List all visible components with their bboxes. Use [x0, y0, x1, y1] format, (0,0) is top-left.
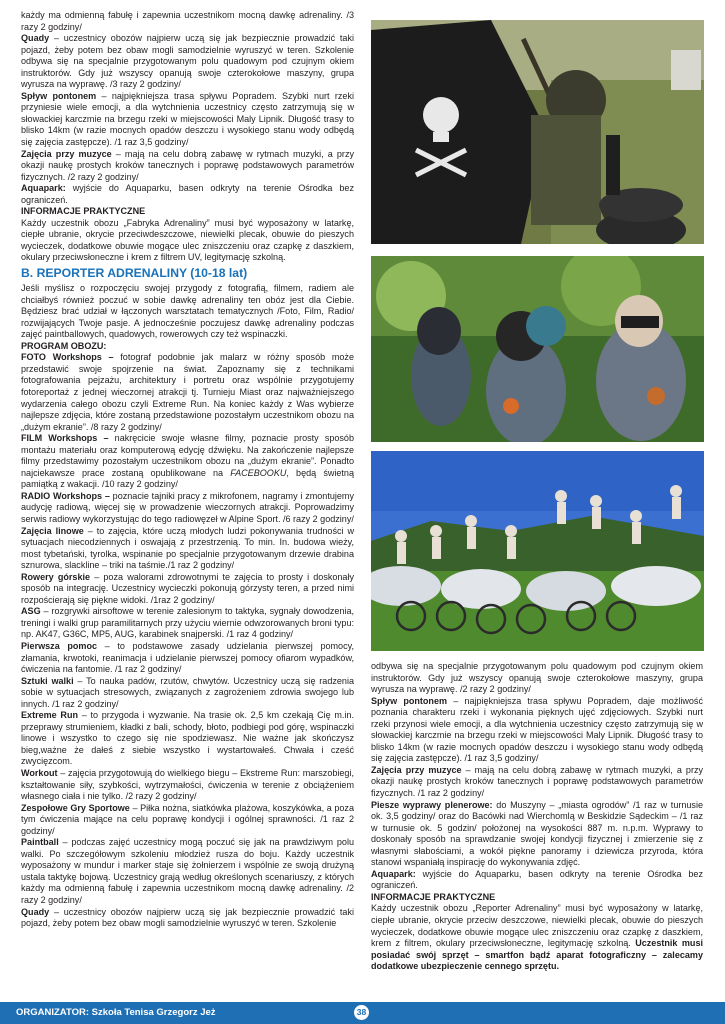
paragraph-quads: Quady – uczestnicy obozów najpierw uczą się jak bezpiecznie prowadzić taki pojazd, żeby potem bez obaw mogli samodzielnie wyruszyć w teren. Szkolenie odbywa się na specjalnie przygotowanym polu quadowym pod czujnym okiem instruktorów. Gdy już wszyscy opanują swoje czterokołowe maszyny, grupa wyrusza na wyprawę. /3 razy 2 godziny/ [21, 33, 354, 90]
paragraph-team-games: Zespołowe Gry Sportowe – Piłka nożna, siatkówka plażowa, koszykówka, a poza tym ćwiczenia mające na celu poprawę kondycji i ogólnej sprawności. /1 raz 2 godziny/ [21, 802, 354, 836]
paragraph-rafting: Spływ pontonem – najpiękniejsza trasa spływu Popradem. Szybki nurt rzeki przyniesie wiele emocji, a dla wytchnienia uczestnicy często zatrzymują się w słowackiej karczmie na brzegu rzeki w miejscowości Maly Lipnik. Długość trasy to blisko 14km (w razie mocnych opadów deszczu i wysokiego stanu wody odbędą się zajęcia zastępcze). /1 raz 3,5 godziny/ [21, 90, 354, 148]
paragraph-first-aid: Pierwsza pomoc – to podstawowe zasady udzielania pierwszej pomocy, złamania, krwotoki, reanimacja i udzielanie pierwszej pomocy ofiarom wypadków, ćwiczenia na fantomie. /1 raz 2 godziny/ [21, 640, 354, 675]
paragraph-bikes: Rowery górskie – poza walorami zdrowotnymi te zajęcia to prosty i doskonały sposób na integrację. Uczestnicy wycieczki pokonują górzysty teren, a przed nimi rozpościerają się piękne widoki. /1raz 2 godziny/ [21, 571, 354, 605]
footer-bar [0, 1002, 725, 1024]
info-heading: INFORMACJE PRAKTYCZNE [371, 891, 496, 902]
paragraph-paintball: Paintball – podczas zajęć uczestnicy mogą poczuć się jak na prawdziwym polu walki. Po szczegółowym szkoleniu młodzież rusza do boju. Każdy uczestnik wyposażony w mundur i marker staje się żołnierzem i wspólnie ze swoją drużyną ustala taktykę bojową. Uczestnicy grają według określonych scenariuszy, z których każdy ma odmienną fabułę i zapewnia uczestnikom mocną dawkę adrenaliny. /2 razy 2 godziny/ [21, 837, 354, 906]
paragraph-extreme-run: Extreme Run – to przygoda i wyzwanie. Na trasie ok. 2,5 km czekają Cię m.in. przeprawy strumieniem, kładki z bali, schody, błoto, podbiegi pod górę, wspinaczki linowe i wszystko to czego się nie spodziewasz. Nie ważne jak skończysz bieg,ważne że dałeś z siebie wszystko i wystartowałeś. Chwała i cześć zwycięzcom. [21, 710, 354, 767]
paragraph-aquapark: Aquapark: wyjście do Aquaparku, basen odkryty na terenie Ośrodka bez ograniczeń. [371, 868, 703, 891]
paragraph-quads-2: Quady – uczestnicy obozów najpierw uczą się jak bezpiecznie prowadzić taki pojazd, żeby potem bez obaw mogli samodzielnie wyruszyć w teren. Szkolenie [21, 906, 354, 929]
organizer-label: ORGANIZATOR: Szkoła Tenisa Grzegorz Jeż [16, 1007, 216, 1018]
paragraph-workout: Workout – zajęcia przygotowują do wielkiego biegu – Ekstreme Run: marszobiegi, kształtowanie siły, szybkości, wytrzymałości, ćwiczenia w terenie z obciążeniem własnego ciała i nie tylko. /2 razy 2 godziny/ [21, 768, 354, 802]
photo-paintball-players [371, 256, 704, 442]
info-heading: INFORMACJE PRAKTYCZNE [21, 206, 146, 217]
right-text-column [371, 661, 703, 973]
paragraph-film: FILM Workshops – nakręcicie swoje własne filmy, poznacie prosty sposób montażu materiału oraz komputerową edycję dźwięku. Na zakończenie najlepsze filmy przedstawimy pozostałym uczestnikom obozu na „dużym ekranie”. Ponadto najciekawsze prace zostaną opublikowane na FACEBOOKU, będą świetną pamiątką z wakacji. /10 razy 2 godziny/ [21, 433, 354, 490]
paragraph: odbywa się na specjalnie przygotowanym polu quadowym pod czujnym okiem instruktorów. Gdy już wszyscy opanują swoje czterokołowe maszyny, grupa wyrusza na wyprawę. /2 razy 2 godziny/ [371, 661, 703, 695]
paragraph-aquapark: Aquapark: wyjście do Aquaparku, basen odkryty na terenie Ośrodka bez ograniczeń. [21, 183, 354, 205]
paragraph-ropes: Zajęcia linowe – to zajęcia, które uczą młodych ludzi pokonywania trudności w sytuacjach niecodziennych i oswajają z przestrzenią. To min. In. budowa wieży, most tybetański, tyrolka, wspinanie po specjalnie przygotowanym drzewie drabina sznurowa, slackline – triki na taśmie./1 raz 2 godziny/ [21, 525, 354, 571]
paragraph: każdy ma odmienną fabułę i zapewnia uczestnikom mocną dawkę adrenaliny. /3 razy 2 godziny/ [21, 10, 354, 32]
section-b-title: B. REPORTER ADRENALINY (10-18 lat) [21, 266, 248, 281]
photo-paintball-flag [371, 20, 704, 244]
paragraph-rafting: Spływ pontonem – najpiękniejsza trasa spływu Popradem, daje możliwość poznania charakteru rzeki i wykonania pięknych ujęć zdjęciowych. Szybki nurt rzeki przynosi wiele emocji, a dla wytchnienia uczestnicy często zatrzymują się w słowackiej karczmie na brzegu rzeki w miejscowości Maly Lipnik. Długość trasy to blisko 14km (w razie mocnych opadów deszczu i wysokiego stanu wody odbędą się zajęcia zastępcze). /1 raz 3,5 godziny/ [371, 695, 703, 764]
paragraph-music: Zajęcia przy muzyce – mają na celu dobrą zabawę w rytmach muzyki, a przy okazji naukę prostych kroków tanecznych i poprawę podstawowych parametrów fizycznych. /1 raz 2 godziny/ [371, 764, 704, 799]
paragraph-hiking: Piesze wyprawy plenerowe: do Muszyny – „miasta ogrodów” /1 raz w turnusie ok. 3,5 godziny/ oraz do Bacówki nad Wierchomlą w Beskidzie Sądeckim – /1 raz w turnusie ok. 5 godzin/ położonej na wysokości 887 m. n.p.m. Wyprawy to doskonały sposób na sprawdzanie swojej kondycji fizycznej i zmierzenie się z własnymi słabościami, a wokół piękne panoramy i dziewicza przyroda, która stanowi wspaniałą inspirację do wykonywania zdjęć. [371, 799, 703, 868]
program-heading: PROGRAM OBOZU: [21, 340, 107, 351]
paragraph-info: Każdy uczestnik obozu „Reporter Adrenaliny” musi być wyposażony w latarkę, ciepłe ubranie, okrycie przeciw deszczowe, niewielki plecak, obuwie do pieszych wycieczek, dodatkowe obuwie mogące ulec zniszczeniu oraz czapkę z daszkiem, krem z filtrem, okulary przeciwsłoneczne, legitymację szkolną. Uczestnik musi posiadać swój sprzęt – smartfon bądź aparat fotograficzny – zalecamy dodatkowe ubezpieczenie cennego sprzętu. [371, 903, 703, 972]
paragraph-foto: FOTO Workshops – fotograf podobnie jak malarz w różny sposób może przedstawić swoje spojrzenie na świat. Zapoznamy się z technikami fotografowania pejzażu, architektury i portretu oraz wspólnie przygotujemy fotoreportaż z jednej wieczornej atrakcji tj. Turnieju Miast oraz najważniejszego wydarzenia całego obozu czyli Extreme Run. Na koniec każdy z Was wybierze najlepsze zdjęcia, które zostaną przedstawione pozostałym uczestnikom obozu na „dużym ekranie”. /8 razy 2 godziny/ [21, 352, 354, 432]
paragraph-radio: RADIO Workshops – poznacie tajniki pracy z mikrofonem, nagramy i zmontujemy audycję radiową, więcej się w prowadzenie wieczornych atrakcji. Poprowadzimy serwis radiowy wykorzystując do tego radiowęzeł w Alpine Sport. /6 razy 2 godziny/ [21, 490, 354, 524]
paragraph-martial-arts: Sztuki walki – To nauka padów, rzutów, chwytów. Uczestnicy uczą się radzenia sobie w sytuacjach stresowych, związanych z zagrożeniem zdrowia swojego lub innych. /1 raz 2 godziny/ [21, 675, 354, 709]
paragraph-music: Zajęcia przy muzyce – mają na celu dobrą zabawę w rytmach muzyki, a przy okazji naukę prostych kroków tanecznych i poprawę podstawowych parametrów fizycznych. /2 razy 2 godziny/ [21, 148, 354, 182]
paragraph-intro: Jeśli myślisz o rozpoczęciu swojej przygody z fotografią, filmem, radiem ale chciałbyś również poczuć w sobie dawkę adrenaliny ten obóz jest dla Ciebie. Będziesz brać udział w łączonych warsztatach tematycznych /Foto, Film, Radio/ rozwijających Twoje pasje. A jednocześnie poczujesz dawkę adrenaliny podczas zajęć paintballowych, quadowych, rowerowych czy też wspinaczki. [21, 283, 354, 340]
paragraph-info: Każdy uczestnik obozu „Fabryka Adrenaliny” musi być wyposażony w latarkę, ciepłe ubranie, okrycie przeciwdeszczowe, niewielki plecak, obuwie do pieszych wycieczek, dodatkowe obuwie mogące ulec zniszczeniu oraz czapkę z daszkiem, okulary przeciwsłoneczne i krem z filtrem UV, legitymację szkolną. [21, 217, 354, 263]
left-text-column [21, 10, 354, 930]
photo-jumping-group [371, 451, 704, 651]
paragraph-asg: ASG – rozgrywki airsoftowe w terenie zalesionym to taktyka, sygnały dowodzenia, treningi i walki grup paramilitarnych przy użyciu wiernie odwzorowanych broni typu: np. AK47, G36C, MP5, AUG, karabinek snajperski. /1 raz 4 godziny/ [21, 606, 354, 640]
page-number: 38 [354, 1005, 369, 1020]
